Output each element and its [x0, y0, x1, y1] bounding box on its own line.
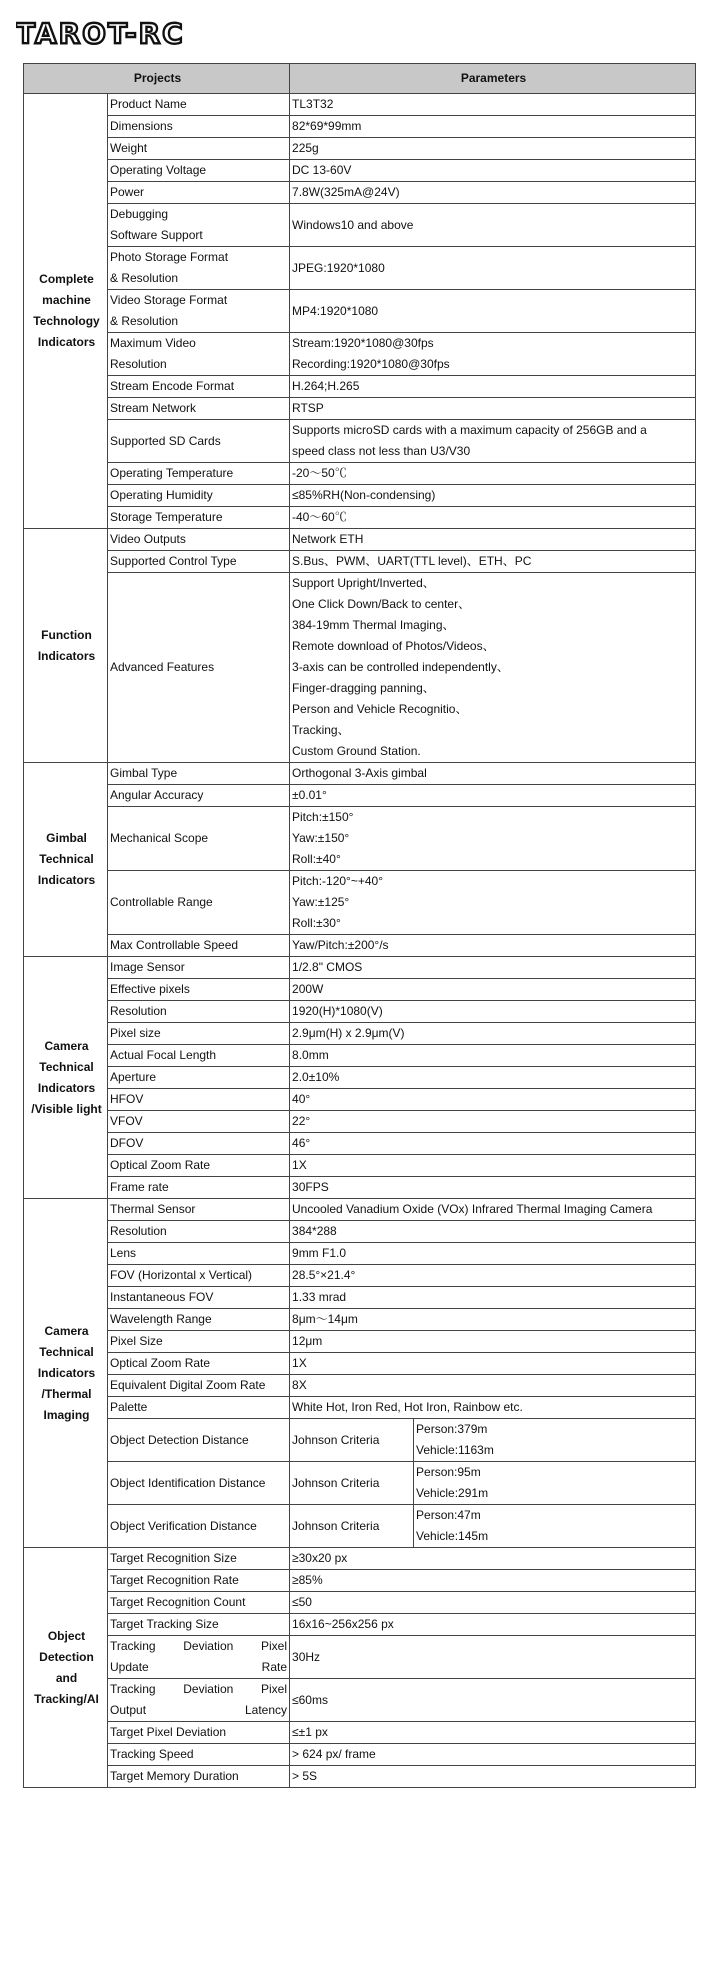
table-row [24, 1265, 696, 1287]
text-line: Vehicle:1163m [416, 1443, 494, 1457]
row-value [290, 871, 696, 935]
table-row [24, 1679, 696, 1722]
text-line: Support Upright/Inverted、 [292, 576, 435, 590]
section-title-line: Camera [44, 1038, 89, 1053]
table-row [24, 182, 696, 204]
text-line: Pitch:±150° [292, 810, 354, 824]
table-row [24, 529, 696, 551]
row-value: 30FPS [290, 1177, 696, 1199]
row-value: Uncooled Vanadium Oxide (VOx) Infrared Thermal Imaging Camera [290, 1199, 696, 1221]
row-label: Angular Accuracy [108, 785, 290, 807]
text-line: 3-axis can be controlled independently、 [292, 660, 509, 674]
table-row [24, 1287, 696, 1309]
row-value: 82*69*99mm [290, 116, 696, 138]
text-line: Resolution [110, 357, 167, 371]
row-label: Actual Focal Length [108, 1045, 290, 1067]
row-value: ≤±1 px [290, 1722, 696, 1744]
table-row [24, 1548, 696, 1570]
row-value: 2.0±10% [290, 1067, 696, 1089]
row-label: Video Outputs [108, 529, 290, 551]
row-label: Thermal Sensor [108, 1199, 290, 1221]
text-line: Tracking Deviation Pixel [110, 1639, 288, 1653]
row-value: 30Hz [290, 1636, 696, 1679]
section-title-line: Imaging [43, 1407, 90, 1422]
text-line: Roll:±30° [292, 916, 341, 930]
row-value: 384*288 [290, 1221, 696, 1243]
row-label: Max Controllable Speed [108, 935, 290, 957]
row-label: Stream Network [108, 398, 290, 420]
row-label: Stream Encode Format [108, 376, 290, 398]
row-label: VFOV [108, 1111, 290, 1133]
section-title-line: /Thermal [41, 1386, 92, 1401]
row-value: RTSP [290, 398, 696, 420]
section-title-line: Complete [39, 272, 94, 286]
row-value: -20～50℃ [290, 463, 696, 485]
row-label: Supported Control Type [108, 551, 290, 573]
section-title-line: Indicators [37, 335, 96, 349]
section-title-line: Tracking/AI [34, 1691, 99, 1706]
table-row [24, 1177, 696, 1199]
table-row [24, 1766, 696, 1788]
table-row [24, 551, 696, 573]
section-title-line: Camera [44, 1323, 89, 1338]
table-row [24, 1570, 696, 1592]
brand-logo [16, 18, 266, 48]
table-row [24, 94, 696, 116]
table-row [24, 1375, 696, 1397]
row-label: FOV (Horizontal x Vertical) [108, 1265, 290, 1287]
row-label [108, 1679, 290, 1722]
row-label: Resolution [108, 1001, 290, 1023]
row-value: -40～60℃ [290, 507, 696, 529]
row-value: 8X [290, 1375, 696, 1397]
table-row [24, 485, 696, 507]
text-line: Stream:1920*1080@30fps [292, 336, 434, 350]
row-value: 8μm～14μm [290, 1309, 696, 1331]
row-label: Power [108, 182, 290, 204]
row-label: DFOV [108, 1133, 290, 1155]
table-row [24, 138, 696, 160]
row-label: Controllable Range [108, 871, 290, 935]
section-title-line: /Visible light [31, 1101, 102, 1116]
text-line: & Resolution [110, 314, 179, 328]
text-line: Remote download of Photos/Videos、 [292, 639, 495, 653]
row-label: Image Sensor [108, 957, 290, 979]
row-label: Supported SD Cards [108, 420, 290, 463]
row-label [108, 204, 290, 247]
table-row [24, 807, 696, 871]
tarot-logo-icon [16, 18, 266, 48]
table-row [24, 979, 696, 1001]
text-line: Vehicle:291m [416, 1486, 489, 1500]
text-line: Custom Ground Station. [292, 744, 421, 758]
row-value: MP4:1920*1080 [290, 290, 696, 333]
table-row [24, 1505, 696, 1548]
row-value: 28.5°×21.4° [290, 1265, 696, 1287]
text-line: Yaw:±125° [292, 895, 350, 909]
row-label: Object Identification Distance [108, 1462, 290, 1505]
row-label: Gimbal Type [108, 763, 290, 785]
section-visible-title [24, 957, 108, 1199]
table-row [24, 1133, 696, 1155]
table-header-row [24, 64, 696, 94]
row-value: 46° [290, 1133, 696, 1155]
text-line: Roll:±40° [292, 852, 341, 866]
row-label: Optical Zoom Rate [108, 1353, 290, 1375]
text-line: Vehicle:145m [416, 1529, 489, 1543]
row-value: 8.0mm [290, 1045, 696, 1067]
text-line: Tracking、 [292, 723, 350, 737]
text-line: Person:95m [416, 1465, 481, 1479]
row-label: Advanced Features [108, 573, 290, 763]
text-line: Yaw:±150° [292, 831, 350, 845]
text-line: Video Storage Format [110, 293, 228, 307]
section-thermal-title [24, 1199, 108, 1548]
row-value: 40° [290, 1089, 696, 1111]
table-row [24, 1462, 696, 1505]
row-label: Instantaneous FOV [108, 1287, 290, 1309]
row-value: 200W [290, 979, 696, 1001]
johnson-criteria: Johnson Criteria [290, 1505, 414, 1548]
row-label: Lens [108, 1243, 290, 1265]
text-line: Person:379m [416, 1422, 488, 1436]
table-row [24, 935, 696, 957]
row-value: 16x16~256x256 px [290, 1614, 696, 1636]
row-value: > 5S [290, 1766, 696, 1788]
row-label: Product Name [108, 94, 290, 116]
section-title-line: Function [41, 627, 92, 642]
row-label: Target Recognition Rate [108, 1570, 290, 1592]
table-row [24, 1614, 696, 1636]
section-title-line: Gimbal [46, 831, 87, 845]
row-value: 225g [290, 138, 696, 160]
table-row [24, 1722, 696, 1744]
table-row [24, 1243, 696, 1265]
table-row [24, 1001, 696, 1023]
row-value: 1920(H)*1080(V) [290, 1001, 696, 1023]
row-label: Object Verification Distance [108, 1505, 290, 1548]
row-label: Storage Temperature [108, 507, 290, 529]
johnson-criteria: Johnson Criteria [290, 1462, 414, 1505]
table-row [24, 1331, 696, 1353]
table-row [24, 1045, 696, 1067]
row-label: Pixel Size [108, 1331, 290, 1353]
row-value: ≤50 [290, 1592, 696, 1614]
row-label: Weight [108, 138, 290, 160]
row-value [290, 573, 696, 763]
text-line: Person:47m [416, 1508, 481, 1522]
table-row [24, 1023, 696, 1045]
row-label: Frame rate [108, 1177, 290, 1199]
row-label [108, 333, 290, 376]
table-row [24, 1353, 696, 1375]
row-value: 1X [290, 1155, 696, 1177]
row-label: Object Detection Distance [108, 1419, 290, 1462]
text-line: Photo Storage Format [110, 250, 229, 264]
row-value: 12μm [290, 1331, 696, 1353]
text-line: Update Rate [110, 1660, 288, 1674]
row-label: Target Pixel Deviation [108, 1722, 290, 1744]
header-projects: Projects [24, 64, 290, 94]
table-row [24, 160, 696, 182]
row-label: Operating Temperature [108, 463, 290, 485]
table-row [24, 420, 696, 463]
header-parameters: Parameters [290, 64, 696, 94]
row-value: ≤60ms [290, 1679, 696, 1722]
row-value: 7.8W(325mA@24V) [290, 182, 696, 204]
section-title-line: Technical [39, 1344, 94, 1359]
table-row [24, 1744, 696, 1766]
section-title-line: Detection [39, 1649, 94, 1664]
row-label: Equivalent Digital Zoom Rate [108, 1375, 290, 1397]
section-function-title [24, 529, 108, 763]
table-row [24, 1221, 696, 1243]
table-row [24, 1419, 696, 1462]
johnson-criteria: Johnson Criteria [290, 1419, 414, 1462]
row-label: Tracking Speed [108, 1744, 290, 1766]
row-label: Operating Humidity [108, 485, 290, 507]
section-gimbal-title [24, 763, 108, 957]
section-title-line: Indicators [37, 873, 96, 887]
text-line: 384-19mm Thermal Imaging、 [292, 618, 455, 632]
spec-table [23, 63, 696, 1788]
table-row [24, 1111, 696, 1133]
table-row [24, 247, 696, 290]
row-label: Wavelength Range [108, 1309, 290, 1331]
johnson-values [414, 1419, 696, 1462]
row-value: 2.9μm(H) x 2.9μm(V) [290, 1023, 696, 1045]
row-value: 9mm F1.0 [290, 1243, 696, 1265]
row-value [290, 807, 696, 871]
johnson-values [414, 1505, 696, 1548]
row-value: Network ETH [290, 529, 696, 551]
row-label [108, 1636, 290, 1679]
section-title-line: Object [47, 1628, 86, 1643]
section-title-line: Indicators [37, 1080, 96, 1095]
table-row [24, 871, 696, 935]
row-label: Effective pixels [108, 979, 290, 1001]
spec-body [24, 94, 696, 1788]
table-row [24, 463, 696, 485]
row-value: JPEG:1920*1080 [290, 247, 696, 290]
row-value: ≤85%RH(Non-condensing) [290, 485, 696, 507]
row-value: ≥30x20 px [290, 1548, 696, 1570]
table-row [24, 1397, 696, 1419]
text-line: Software Support [110, 228, 203, 242]
table-row [24, 507, 696, 529]
table-row [24, 1309, 696, 1331]
row-value: ≥85% [290, 1570, 696, 1592]
text-line: & Resolution [110, 271, 179, 285]
text-line: One Click Down/Back to center、 [292, 597, 471, 611]
row-label [108, 247, 290, 290]
text-line: Finger-dragging panning、 [292, 681, 435, 695]
row-label: Dimensions [108, 116, 290, 138]
table-row [24, 1636, 696, 1679]
row-label: Target Recognition Size [108, 1548, 290, 1570]
section-complete-title [24, 94, 108, 529]
table-row [24, 1089, 696, 1111]
row-value: 1/2.8" CMOS [290, 957, 696, 979]
row-value [290, 420, 696, 463]
row-value: H.264;H.265 [290, 376, 696, 398]
row-value: Windows10 and above [290, 204, 696, 247]
row-label: Optical Zoom Rate [108, 1155, 290, 1177]
section-title-line: Technology [33, 314, 100, 328]
table-row [24, 785, 696, 807]
table-row [24, 376, 696, 398]
row-value: 22° [290, 1111, 696, 1133]
row-value: Orthogonal 3-Axis gimbal [290, 763, 696, 785]
section-title-line: Indicators [37, 1365, 96, 1380]
table-row [24, 290, 696, 333]
row-value: 1.33 mrad [290, 1287, 696, 1309]
row-value: ±0.01° [290, 785, 696, 807]
text-line: Tracking Deviation Pixel [110, 1682, 288, 1696]
brand-logo-text: TAROT-RC [16, 18, 185, 48]
section-title-line: machine [42, 293, 91, 307]
row-value: TL3T32 [290, 94, 696, 116]
table-row [24, 398, 696, 420]
row-value: White Hot, Iron Red, Hot Iron, Rainbow etc. [290, 1397, 696, 1419]
text-line: Output Latency [110, 1703, 288, 1717]
row-label: Aperture [108, 1067, 290, 1089]
row-value: Yaw/Pitch:±200°/s [290, 935, 696, 957]
table-row [24, 333, 696, 376]
table-row [24, 763, 696, 785]
text-line: Supports microSD cards with a maximum capacity of 256GB and a [292, 423, 647, 437]
row-label: Mechanical Scope [108, 807, 290, 871]
table-row [24, 204, 696, 247]
row-label: Pixel size [108, 1023, 290, 1045]
text-line: Pitch:-120°~+40° [292, 874, 384, 888]
row-value [290, 333, 696, 376]
section-title-line: Technical [39, 1059, 94, 1074]
section-title-line: and [55, 1670, 78, 1685]
text-line: Maximum Video [110, 336, 196, 350]
row-label: Palette [108, 1397, 290, 1419]
row-value: S.Bus、PWM、UART(TTL level)、ETH、PC [290, 551, 696, 573]
section-ai-title [24, 1548, 108, 1788]
text-line: Person and Vehicle Recognitio、 [292, 702, 468, 716]
row-label: Resolution [108, 1221, 290, 1243]
table-row [24, 1155, 696, 1177]
row-label: Operating Voltage [108, 160, 290, 182]
johnson-values [414, 1462, 696, 1505]
text-line: Recording:1920*1080@30fps [292, 357, 450, 371]
row-value: DC 13-60V [290, 160, 696, 182]
table-row [24, 1067, 696, 1089]
table-row [24, 1592, 696, 1614]
section-title-line: Technical [39, 852, 94, 866]
table-row [24, 573, 696, 763]
row-label: HFOV [108, 1089, 290, 1111]
row-label [108, 290, 290, 333]
row-label: Target Tracking Size [108, 1614, 290, 1636]
table-row [24, 957, 696, 979]
section-title-line: Indicators [37, 648, 96, 663]
row-value: 1X [290, 1353, 696, 1375]
row-label: Target Memory Duration [108, 1766, 290, 1788]
row-label: Target Recognition Count [108, 1592, 290, 1614]
row-value: > 624 px/ frame [290, 1744, 696, 1766]
table-row [24, 1199, 696, 1221]
text-line: speed class not less than U3/V30 [292, 444, 471, 458]
table-row [24, 116, 696, 138]
text-line: Debugging [110, 207, 169, 221]
